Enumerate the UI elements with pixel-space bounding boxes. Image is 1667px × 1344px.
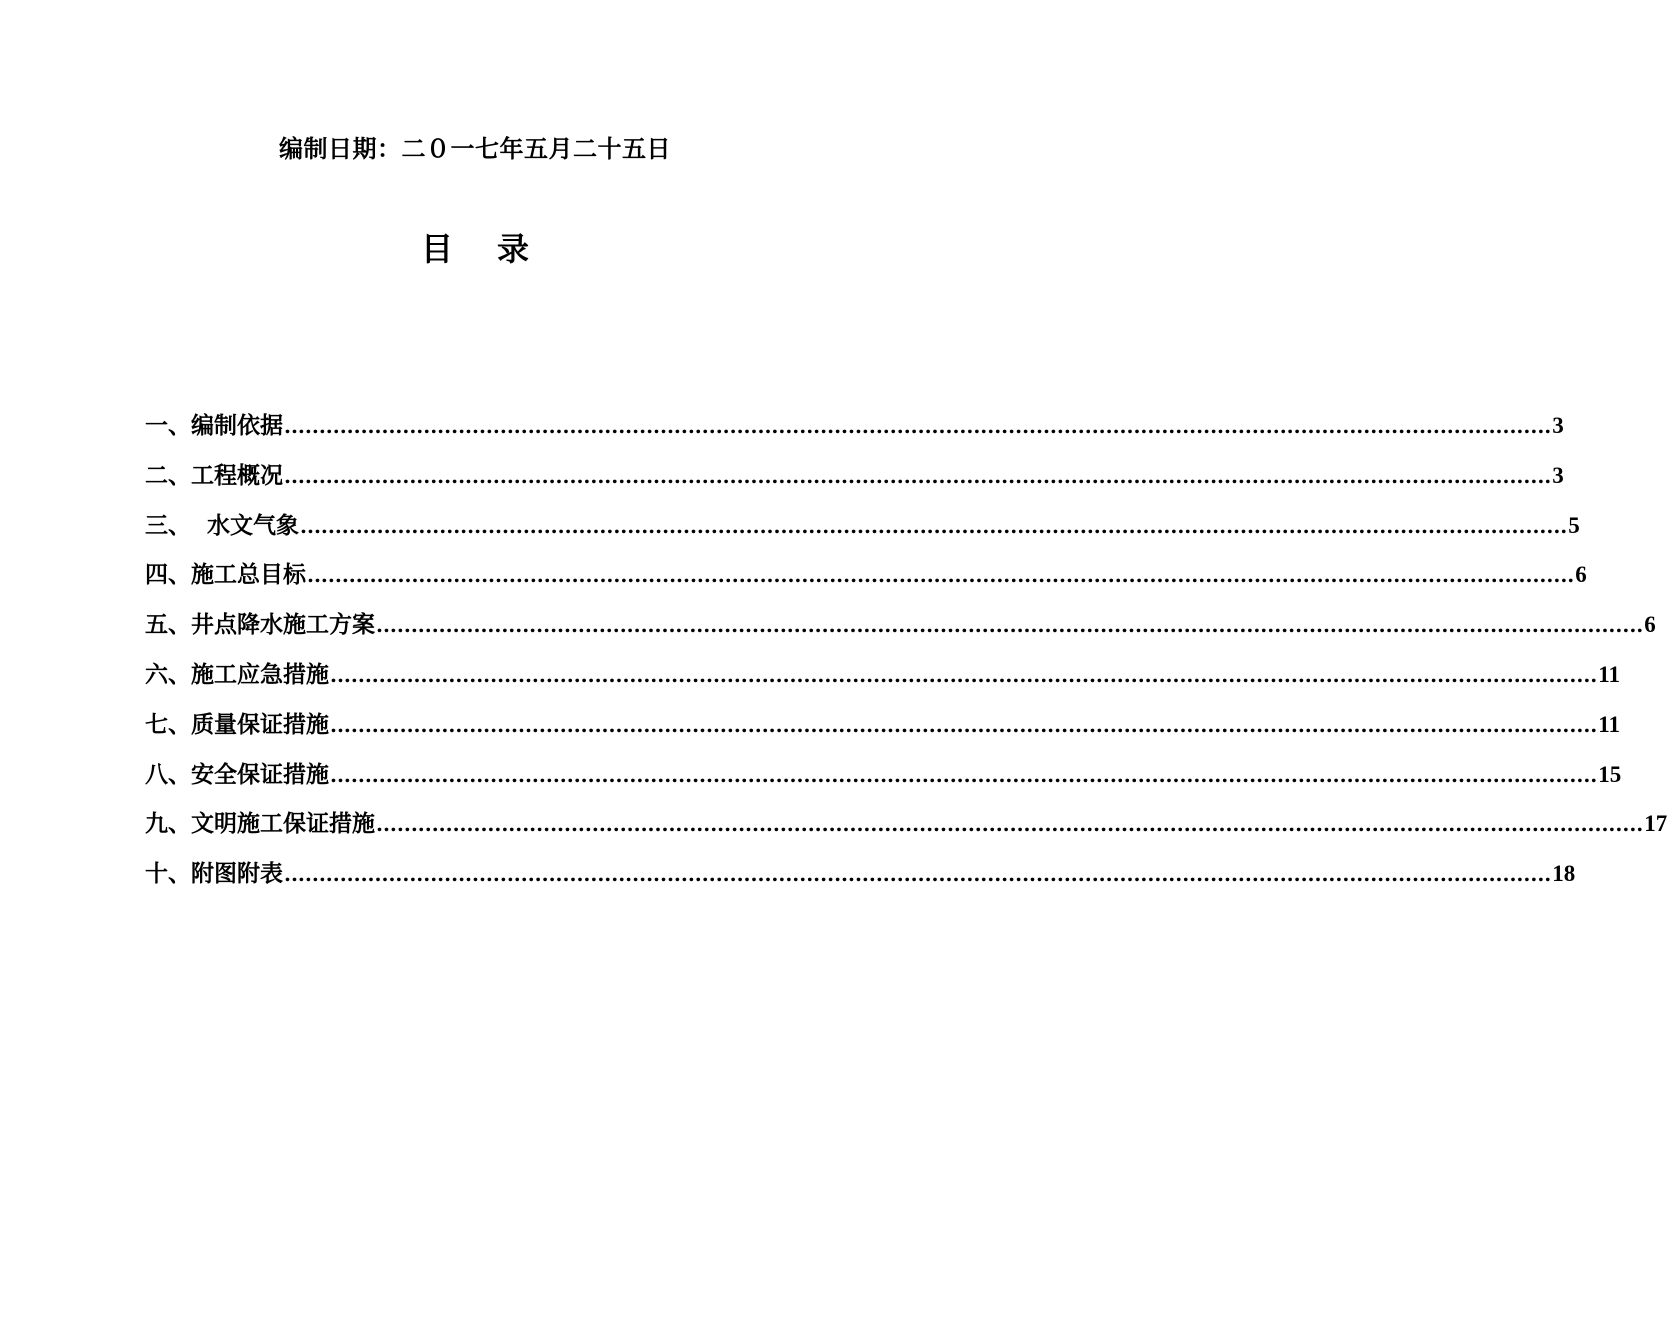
toc-entry-label: 八、安全保证措施 — [145, 760, 329, 788]
toc-leader-dots: ...................................................................................................................................................................................... — [300, 513, 1568, 538]
toc-entry-label: 一、编制依据 — [145, 412, 283, 439]
toc-entry-page: 17 — [1644, 811, 1667, 837]
toc-entry-label: 三、 水文气象 — [145, 511, 300, 539]
toc-leader-dots: ...................................................................................................................................................................................... — [284, 414, 1552, 438]
compile-date: 编制日期：二０一七年五月二十五日 — [279, 134, 671, 163]
toc-leader-dots: ...................................................................................................................................................................................... — [284, 463, 1552, 488]
toc-entry-label: 四、施工总目标 — [145, 561, 306, 589]
toc-leader-dots: ...................................................................................................................................................................................... — [307, 563, 1575, 588]
toc-entry-page: 18 — [1552, 861, 1576, 887]
toc-leader-dots: ...................................................................................................................................................................................... — [284, 862, 1552, 887]
toc-entry-page: 6 — [1575, 562, 1587, 588]
toc-entry-page: 15 — [1598, 761, 1622, 787]
toc-entry-label: 九、文明施工保证措施 — [145, 810, 375, 838]
toc-heading-right: 录 — [497, 230, 530, 268]
toc-entry-page: 6 — [1644, 612, 1656, 638]
toc-entry-2[interactable] — [145, 458, 1564, 508]
toc-entry-label: 五、井点降水施工方案 — [145, 611, 375, 639]
toc-heading-left: 目 — [420, 230, 453, 268]
toc-entry-page: 11 — [1598, 711, 1620, 737]
toc-entry-5[interactable] — [145, 607, 1656, 657]
toc-entry-4[interactable] — [145, 557, 1587, 607]
toc-entry-page: 3 — [1552, 413, 1564, 438]
toc-entry-10[interactable] — [145, 856, 1576, 906]
toc-entry-label: 七、质量保证措施 — [145, 710, 329, 738]
toc-entry-page: 11 — [1598, 661, 1620, 687]
toc-entry-7[interactable] — [145, 707, 1620, 757]
toc-entry-9[interactable] — [145, 806, 1667, 856]
toc-entry-label: 十、附图附表 — [145, 860, 283, 888]
toc-entry-8[interactable] — [145, 757, 1622, 807]
toc-heading — [0, 226, 950, 272]
toc-entry-label: 二、工程概况 — [145, 461, 283, 489]
toc-leader-dots: ...................................................................................................................................................................................... — [376, 613, 1644, 638]
toc-leader-dots: ...................................................................................................................................................................................... — [330, 712, 1598, 737]
toc-entry-1[interactable] — [145, 408, 1564, 458]
toc-entry-6[interactable] — [145, 657, 1620, 707]
toc-entry-label: 六、施工应急措施 — [145, 660, 329, 688]
toc-leader-dots: ...................................................................................................................................................................................... — [376, 812, 1644, 837]
toc-list — [145, 408, 1667, 906]
toc-entry-page: 5 — [1568, 512, 1580, 538]
toc-leader-dots: ...................................................................................................................................................................................... — [330, 762, 1598, 787]
toc-leader-dots: ...................................................................................................................................................................................... — [330, 662, 1598, 687]
toc-entry-page: 3 — [1552, 462, 1564, 488]
toc-entry-3[interactable] — [145, 508, 1580, 558]
